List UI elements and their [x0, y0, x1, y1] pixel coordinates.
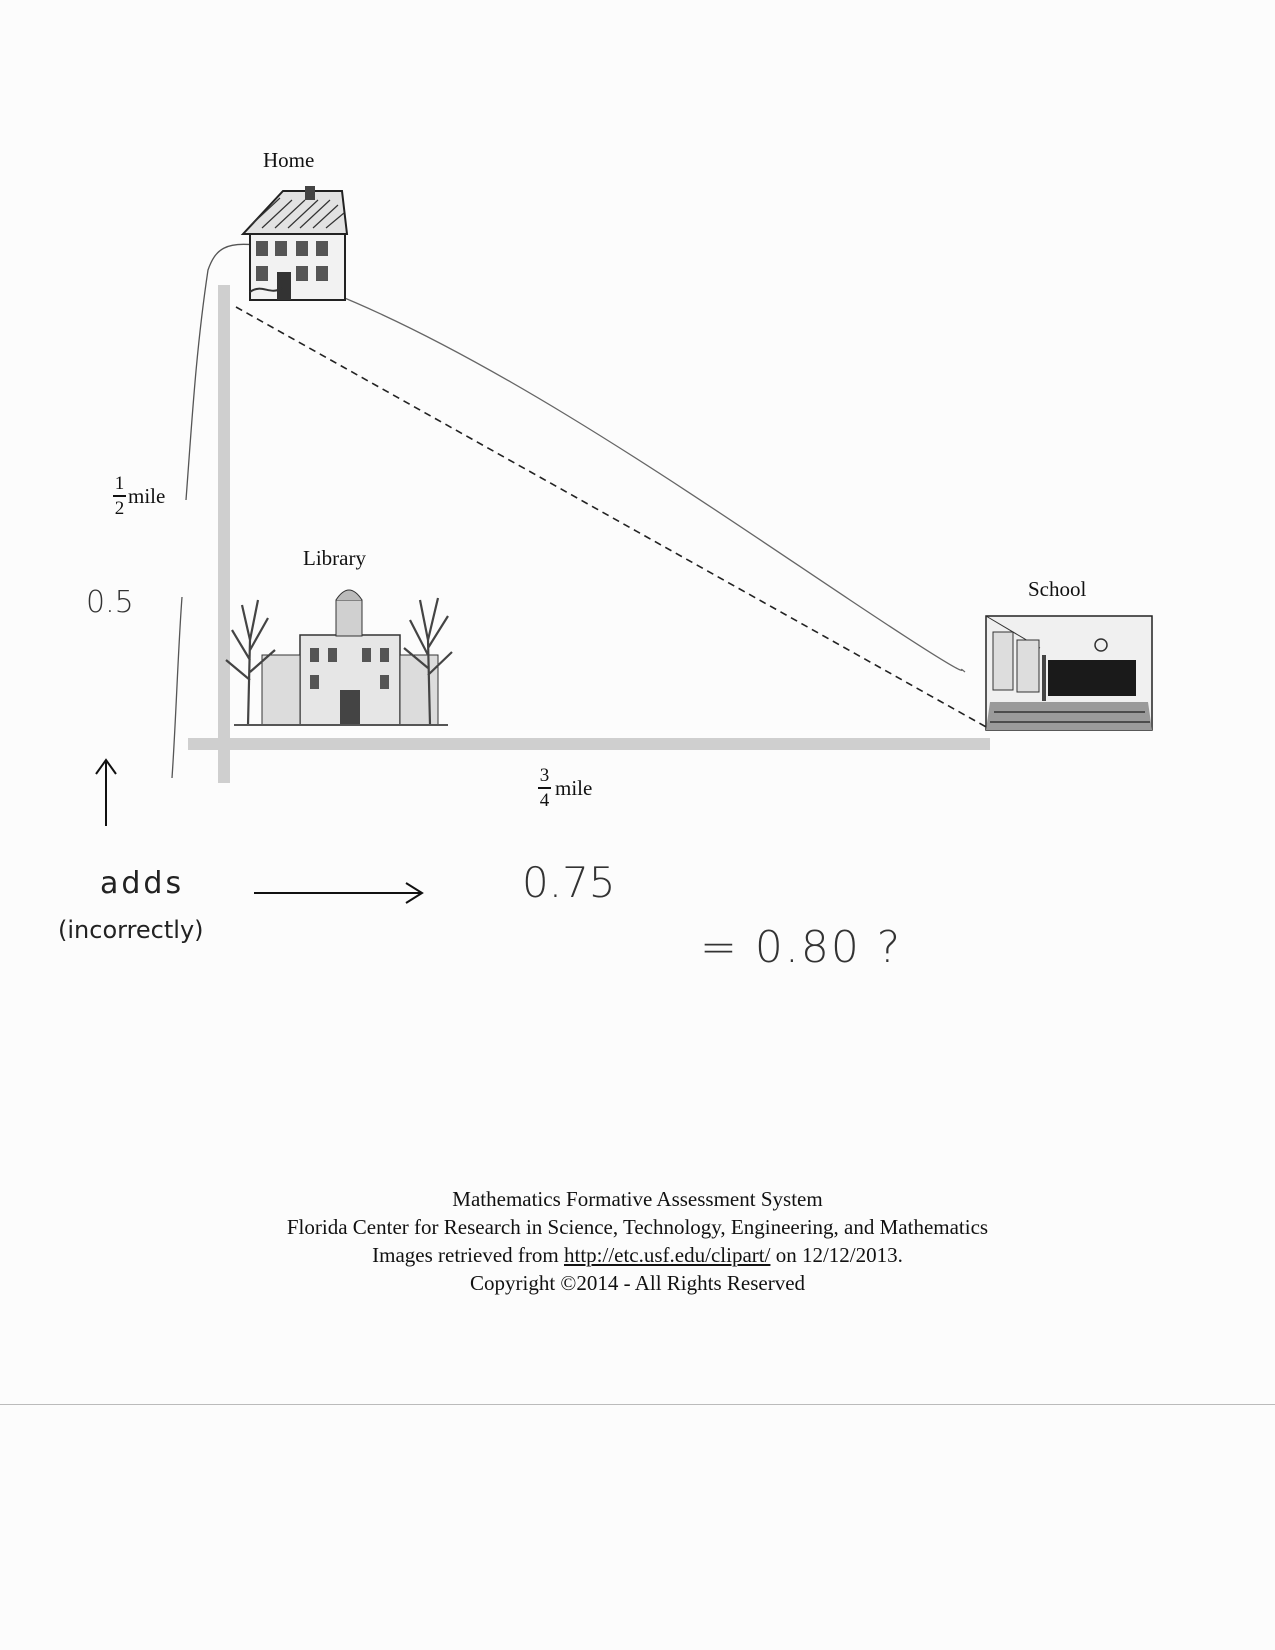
school-classroom-icon	[986, 616, 1152, 730]
label-school: School	[1028, 577, 1087, 601]
footer-line-system: Mathematics Formative Assessment System	[452, 1187, 823, 1211]
library-building-icon	[226, 590, 452, 725]
handwritten-note-incorrectly: (incorrectly)	[58, 916, 204, 944]
handwritten-decimal-three-quarters: 0.75	[522, 858, 616, 907]
handwritten-decimal-half: 0.5	[86, 585, 134, 620]
footer-credits	[0, 1185, 1275, 1297]
scan-fold-line	[0, 1404, 1275, 1405]
unit-label: mile	[128, 483, 166, 508]
footer-images-prefix: Images retrieved from	[372, 1243, 559, 1267]
up-arrow-icon	[96, 760, 116, 826]
fraction-three-quarters	[538, 766, 551, 810]
horizontal-leg-length	[538, 766, 592, 810]
vertical-road	[218, 285, 230, 783]
unit-label: mile	[555, 775, 593, 800]
fraction-numerator: 3	[539, 765, 550, 786]
home-house-icon	[243, 186, 347, 300]
footer-line-copyright: Copyright ©2014 - All Rights Reserved	[469, 1271, 806, 1295]
vertical-leg-length	[113, 474, 165, 518]
handwritten-note-adds: adds	[100, 866, 185, 901]
handwritten-result: = 0.80 ?	[700, 922, 903, 973]
footer-line-center: Florida Center for Research in Science, Technology, Engineering, and Mathematics	[286, 1215, 989, 1239]
fraction-denominator: 2	[114, 498, 125, 519]
horizontal-road	[188, 738, 990, 750]
fraction-one-half	[113, 474, 126, 518]
label-home: Home	[263, 148, 315, 172]
fraction-numerator: 1	[114, 473, 125, 494]
handdrawn-path	[330, 292, 965, 672]
right-arrow-icon	[254, 883, 422, 903]
footer-line-images	[0, 1241, 1275, 1269]
clipart-link[interactable]: http://etc.usf.edu/clipart/	[563, 1243, 771, 1267]
fraction-denominator: 4	[539, 790, 550, 811]
footer-images-suffix: on 12/12/2013.	[775, 1243, 903, 1267]
label-library: Library	[303, 546, 366, 570]
